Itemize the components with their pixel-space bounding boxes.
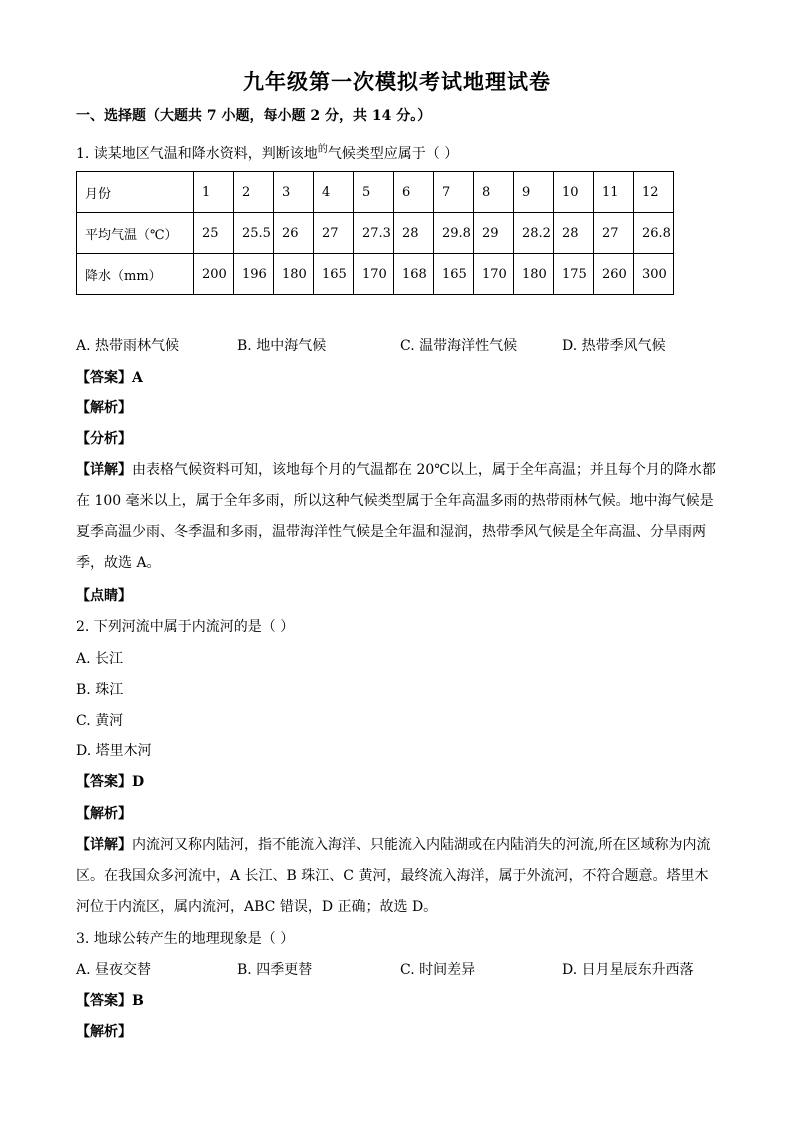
precip-cell: 200	[194, 254, 234, 295]
question-1-stem-sup: 的	[317, 144, 328, 155]
q2-option-a[interactable]: A. 长江	[76, 651, 124, 667]
question-1-stem-b: 气候类型应属于（ ）	[327, 146, 459, 162]
q3-option-c[interactable]: C. 时间差异	[400, 962, 476, 978]
q2-answer: 【答案】D	[76, 774, 145, 790]
temp-cell: 28	[554, 213, 594, 254]
table-row-precipitation	[77, 254, 674, 295]
table-row-temperature	[77, 213, 674, 254]
q1-option-b[interactable]: B. 地中海气候	[237, 338, 327, 354]
precip-cell: 180	[274, 254, 314, 295]
q1-answer: 【答案】A	[76, 370, 143, 386]
q1-jiexi-label: 【解析】	[76, 400, 132, 416]
q2-option-d[interactable]: D. 塔里木河	[76, 743, 152, 759]
temp-cell: 29	[474, 213, 514, 254]
precip-cell: 170	[474, 254, 514, 295]
month-cell: 4	[314, 172, 354, 213]
page-title: 九年级第一次模拟考试地理试卷	[243, 69, 551, 94]
q1-dianjing-label: 【点睛】	[76, 588, 132, 604]
table-row-months	[77, 172, 674, 213]
month-cell: 6	[394, 172, 434, 213]
q3-option-a[interactable]: A. 昼夜交替	[76, 962, 152, 978]
month-cell: 3	[274, 172, 314, 213]
q3-option-d[interactable]: D. 日月星辰东升西落	[562, 962, 694, 978]
question-3-stem: 3. 地球公转产生的地理现象是（ ）	[76, 931, 295, 947]
precip-cell: 196	[234, 254, 274, 295]
month-cell: 9	[514, 172, 554, 213]
month-cell: 12	[634, 172, 674, 213]
q1-detail-text: 由表格气候资料可知，该地每个月的气温都在 20℃以上，属于全年高温；并且每个月的降水都在 100 毫米以上，属于全年多雨，所以这种气候类型属于全年高温多雨的热带雨林气候。地中海气候是夏季高温少雨、冬季温和多雨，温带海洋性气候是全年温和湿润，热带季风气候是全年高温、分旱雨两季，故选 A。	[76, 462, 716, 571]
precip-cell: 165	[434, 254, 474, 295]
q1-option-d[interactable]: D. 热带季风气候	[562, 338, 666, 354]
temp-cell: 28	[394, 213, 434, 254]
q2-detail-label: 【详解】	[76, 837, 132, 853]
temp-cell: 26	[274, 213, 314, 254]
precip-cell: 168	[394, 254, 434, 295]
precip-cell: 180	[514, 254, 554, 295]
temp-cell: 27	[314, 213, 354, 254]
q1-detail-label: 【详解】	[76, 462, 132, 478]
question-2-stem: 2. 下列河流中属于内流河的是（ ）	[76, 619, 295, 635]
precip-cell: 260	[594, 254, 634, 295]
q1-detail	[76, 455, 716, 579]
q2-jiexi-label: 【解析】	[76, 806, 132, 822]
climate-table	[76, 171, 674, 295]
q2-detail	[76, 830, 716, 923]
temp-cell: 25.5	[234, 213, 274, 254]
q2-option-c[interactable]: C. 黄河	[76, 713, 124, 729]
month-cell: 11	[594, 172, 634, 213]
temp-cell: 27.3	[354, 213, 394, 254]
temp-cell: 27	[594, 213, 634, 254]
temp-cell: 25	[194, 213, 234, 254]
q1-option-a[interactable]: A. 热带雨林气候	[76, 338, 180, 354]
row-label-temperature: 平均气温（℃）	[77, 213, 194, 254]
precip-cell: 300	[634, 254, 674, 295]
precip-cell: 165	[314, 254, 354, 295]
month-cell: 7	[434, 172, 474, 213]
temp-cell: 28.2	[514, 213, 554, 254]
q1-fenxi-label: 【分析】	[76, 431, 132, 447]
temp-cell: 29.8	[434, 213, 474, 254]
q3-jiexi-label: 【解析】	[76, 1024, 132, 1040]
month-cell: 8	[474, 172, 514, 213]
month-cell: 2	[234, 172, 274, 213]
q3-answer: 【答案】B	[76, 993, 144, 1009]
month-cell: 5	[354, 172, 394, 213]
precip-cell: 170	[354, 254, 394, 295]
question-1-stem-a: 1. 读某地区气温和降水资料，判断该地	[76, 146, 318, 162]
precip-cell: 175	[554, 254, 594, 295]
q2-detail-text: 内流河又称内陆河，指不能流入海洋、只能流入内陆湖或在内陆消失的河流,所在区域称为内流区。在我国众多河流中，A 长江、B 珠江、C 黄河，最终流入海洋，属于外流河，不符合题意。塔里木河位于内流区，属内流河，ABC 错误，D 正确；故选 D。	[76, 837, 711, 915]
month-cell: 10	[554, 172, 594, 213]
q1-option-c[interactable]: C. 温带海洋性气候	[400, 338, 518, 354]
temp-cell: 26.8	[634, 213, 674, 254]
month-cell: 1	[194, 172, 234, 213]
row-label-month: 月份	[77, 172, 194, 213]
row-label-precipitation: 降水（mm）	[77, 254, 194, 295]
q2-option-b[interactable]: B. 珠江	[76, 682, 124, 698]
question-1-stem	[76, 144, 458, 166]
section-heading: 一、选择题（大题共 7 小题，每小题 2 分，共 14 分。）	[76, 108, 432, 124]
q3-option-b[interactable]: B. 四季更替	[237, 962, 313, 978]
